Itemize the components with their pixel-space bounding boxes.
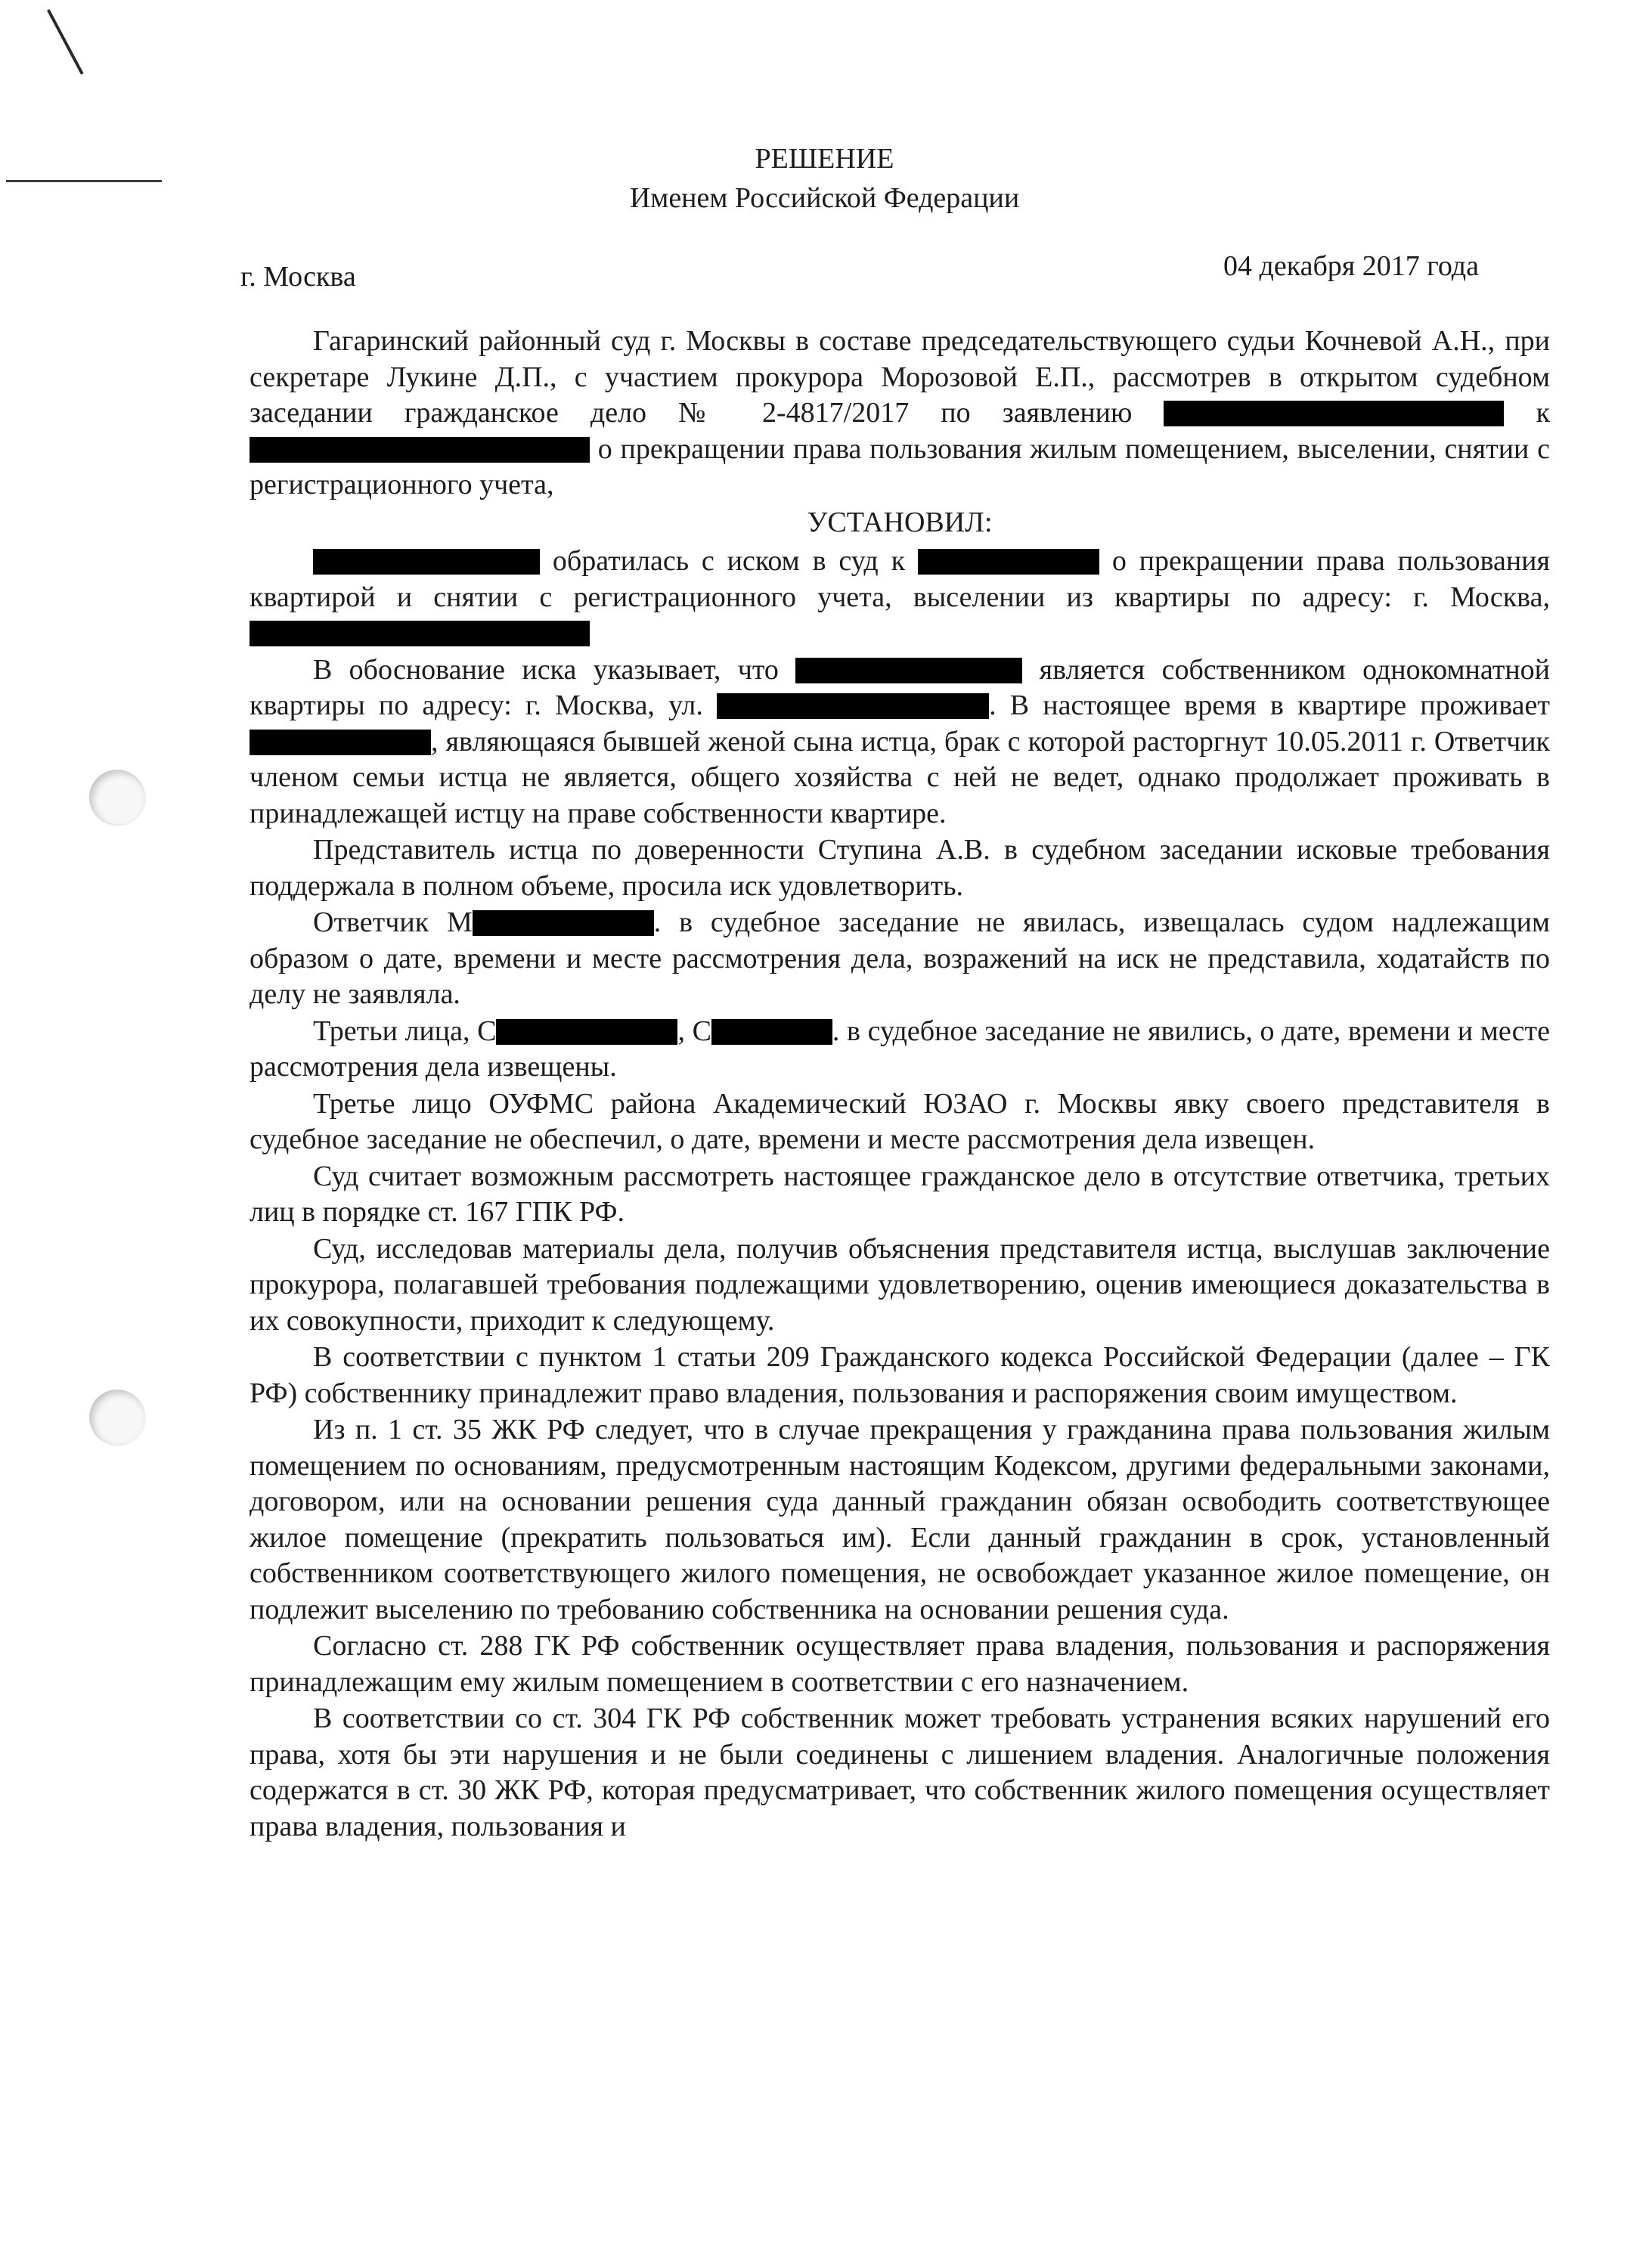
redaction-block [795,658,1022,683]
intro-end: о прекращении права пользования жилым помещением, выселении, снятии с регистрационного учета, [250,432,1550,500]
third-parties-text-a: Третьи лица, С [313,1015,497,1047]
punch-hole-upper [89,770,145,826]
paragraph-claim [250,544,1550,652]
paragraph-court-findings: Суд, исследовав материалы дела, получив объяснения представителя истца, выслушав заключение прокурора, полагавшей требования подлежащими удовлетворению, оценив имеющиеся доказательства в их совокупности, приходит к следующему. [250,1232,1550,1337]
document-title: РЕШЕНИЕ [755,143,894,175]
paragraph-oufms: Третье лицо ОУФМС района Академический ЮЗАО г. Москвы явку своего представителя в судебное заседание не обеспечил, о дате, времени и месте рассмотрения дела извещен. [250,1087,1550,1155]
claim-text-a: обратилась с иском в суд к [552,545,906,577]
paragraph-article-35: Из п. 1 ст. 35 ЖК РФ следует, что в случае прекращения у гражданина права пользования жилым помещением по основаниям, предусмотренным настоящим Кодексом, другими федеральными законами, договором, или на основании решения суда данный гражданин обязан освободить соответствующее жилое помещение (прекратить пользоваться им). Если данный гражданин в срок, установленный собственником соответствующего жилого помещения, не освобождает указанное жилое помещение, он подлежит выселению по требованию собственника на основании решения суда. [250,1414,1550,1625]
section-heading-established: УСТАНОВИЛ: [807,506,993,538]
scan-pen-mark [47,9,84,75]
paragraph-defendant [250,905,1550,1013]
paragraph-article-304: В соответствии со ст. 304 ГК РФ собственник может требовать устранения всяких нарушений его права, хотя бы эти нарушения и не были соединены с лишением владения. Аналогичные положения содержатся в ст. 30 ЖК РФ, которая предусматривает, что собственник жилого помещения осуществляет права владения, пользования и [250,1703,1550,1842]
document-body [250,324,1550,1845]
redaction-block [711,1019,832,1045]
redaction-block [313,549,540,575]
claim-text-b: о прекращении права пользования квартирой и снятии с регистрационного учета, выселении из квартиры по адресу: г. Москва, [250,545,1550,613]
grounds-text-c: . В настоящее время в квартире проживает [989,689,1551,721]
paragraph-article-209: В соответствии с пунктом 1 статьи 209 Гражданского кодекса Российской Федерации (далее – ГК РФ) собственнику принадлежит право владения, пользования и распоряжения своим имуществом. [250,1341,1550,1409]
paragraph-absence: Суд считает возможным рассмотреть настоящее гражданское дело в отсутствие ответчика, третьих лиц в порядке ст. 167 ГПК РФ. [250,1160,1550,1228]
redaction-block [1164,401,1504,426]
redaction-block [918,549,1099,575]
intro-text: Гагаринский районный суд г. Москвы в составе председательствующего судьи Кочневой А.Н., при секретаре Лукине Д.П., с участием прокурора Морозовой Е.П., рассмотрев в открытом судебном заседании гражданское дело № 2-4817/2017 по заявлению [250,325,1550,429]
intro-k: к [1536,397,1551,429]
redaction-block [250,437,590,463]
third-parties-text-c: . в судебное заседание не явились, о дате, времени и месте рассмотрения дела извещены. [250,1015,1550,1083]
paragraph-article-288: Согласно ст. 288 ГК РФ собственник осуществляет права владения, пользования и распоряжения принадлежащим ему жилым помещением в соответствии с его назначением. [250,1630,1550,1698]
grounds-text-d: , являющаяся бывшей женой сына истца, брак с которой расторгнут 10.05.2011 г. Ответчик членом семьи истца не является, общего хозяйства с ней не ведет, однако продолжает проживать в принадлежащей истцу на праве собственности квартире. [250,725,1550,829]
document-city: г. Москва [240,261,356,293]
redaction-block [250,730,431,755]
document-subtitle: Именем Российской Федерации [629,182,1020,214]
redaction-block [717,693,989,719]
grounds-text-b: является собственником однокомнатной квартиры по адресу: г. Москва, ул. [250,653,1550,721]
document-date: 04 декабря 2017 года [1223,250,1480,282]
defendant-text-a: Ответчик М [313,906,473,938]
paragraph-intro [250,324,1550,503]
redaction-block [496,1019,677,1045]
paragraph-representative: Представитель истца по доверенности Ступина А.В. в судебном заседании исковые требования поддержала в полном объеме, просила иск удовлетворить. [250,834,1550,902]
punch-hole-lower [89,1390,145,1445]
paragraph-grounds [250,652,1550,832]
redaction-block [473,910,654,936]
paragraph-third-parties [250,1014,1550,1086]
redaction-block [250,621,590,646]
defendant-text-b: . в судебное заседание не явилась, извещалась судом надлежащим образом о дате, времени и месте рассмотрения дела, возражений на иск не представила, ходатайств по делу не заявляла. [250,906,1550,1010]
grounds-text-a: В обоснование иска указывает, что [313,653,779,686]
third-parties-text-b: , С [677,1015,711,1047]
